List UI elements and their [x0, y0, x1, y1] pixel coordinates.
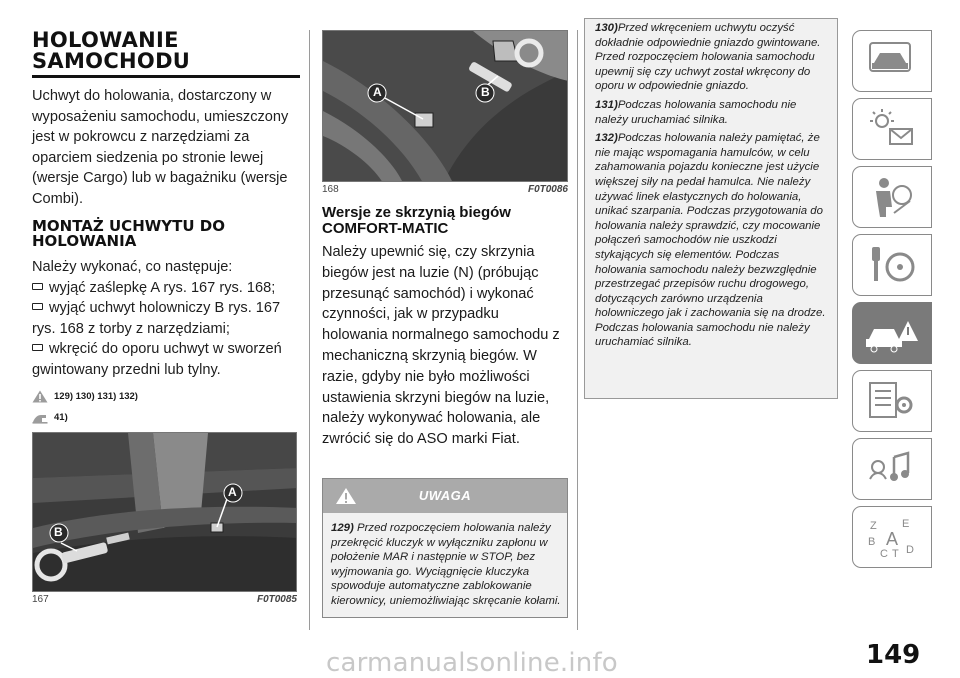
comfort-matic-heading-line1: Wersje ze skrzynią biegów — [322, 204, 511, 221]
list-item: wyjąć zaślepkę A rys. 167 rys. 168; — [32, 278, 300, 299]
warning-reference: 129) 130) 131) 132) — [32, 390, 300, 403]
index-letter: Z — [870, 520, 877, 532]
figure-label-b: B — [481, 85, 490, 99]
index-letter: E — [902, 518, 910, 530]
title-underline — [32, 75, 300, 78]
notes-list — [585, 19, 837, 350]
notes-box — [584, 18, 838, 399]
tab-emergency[interactable] — [852, 302, 932, 364]
note-text: Podczas holowania samochodu nie należy uruchamiać silnika. — [595, 98, 797, 126]
index-letter: D — [906, 544, 914, 556]
note-number: 132) — [595, 132, 618, 145]
index-letter: C — [880, 548, 888, 559]
figure-label-a: A — [373, 85, 382, 99]
note-number: 130) — [595, 22, 618, 34]
car-accident-icon — [864, 311, 920, 355]
tab-maintenance[interactable] — [852, 370, 932, 432]
list-item: wkręcić do oporu uchwyt w sworzeń gwintowany przedni lub tylny. — [32, 341, 282, 378]
instruction-list — [32, 278, 300, 381]
figure-167-caption — [32, 594, 297, 605]
warning-triangle-icon — [335, 487, 357, 508]
left-column — [32, 30, 300, 605]
warning-lights-icon — [864, 107, 920, 151]
figure-number: 168 — [322, 184, 339, 195]
index-letter: A — [886, 529, 899, 549]
warning-box-header — [323, 479, 567, 513]
comfort-matic-paragraph: Należy upewnić się, czy skrzynia biegów jest na luzie (N) (próbując przesunąć samochód) i wykonać czynności, jak w przypadku holowania normalnego samochodu z mechaniczną skrzynią biegów. W razie, gdyby nie było możliwości ustawienia skrzyni biegów na luzie, należy wykonywać holowania, ale zwrócić się do ASO marki Fiat. — [322, 244, 560, 448]
tab-warning-lights[interactable] — [852, 98, 932, 160]
warning-box — [322, 478, 568, 618]
section-title-line1: HOLOWANIE — [32, 28, 179, 52]
instruction-lead: Należy wykonać, co następuje: — [32, 259, 233, 275]
checkbox-bullet-icon — [32, 283, 43, 290]
tab-safety[interactable] — [852, 166, 932, 228]
warning-title: UWAGA — [418, 488, 472, 504]
note-129 — [323, 513, 567, 617]
column-divider-right — [577, 30, 578, 630]
figure-167 — [32, 432, 297, 592]
checkbox-bullet-icon — [32, 303, 43, 310]
airbag-safety-icon — [864, 175, 920, 219]
note-number: 129) — [331, 521, 354, 534]
index-letter: B — [868, 536, 876, 548]
comfort-matic-heading-line2: COMFORT-MATIC — [322, 220, 449, 237]
figure-label-b: B — [54, 525, 63, 539]
caution-reference: 41) — [32, 411, 300, 424]
figure-number: 167 — [32, 594, 49, 605]
note-text: Przed rozpoczęciem holowania należy przekręcić kluczyk w wyłączniku zapłonu w położenie MAR i następnie w STOP, bez wyjmowania go. Wyciągnięcie kluczyka spowoduje automatyczne zablokowanie kierownicy, uniemożliwiając skręcanie kołami. — [331, 521, 561, 607]
note-text: Podczas holowania należy pamiętać, że nie mając wspomagania hamulców, w celu zahamowania pojazdu konieczne jest użycie większej siły na pedał hamulca. Nie należy używać linek elastycznych do holowania, unikać szarpania. Podczas przygotowania do holowania należy sprawdzić, czy mocowanie połączeń samochodów nie uszkodzi stykających się elementów. Podczas holowania samochodu należy bezwzględnie przestrzegać przepisów ruchu drogowego, dotyczących zarówno urządzenia holowniczego jak i zachowania się na drodze. Podczas holowania samochodu nie należy uruchamiać silnika. — [595, 132, 826, 349]
checkbox-bullet-icon — [32, 344, 43, 351]
column-divider-left — [309, 30, 310, 630]
tab-dashboard[interactable] — [852, 30, 932, 92]
multimedia-icon — [864, 447, 920, 491]
subsection-title-line1: MONTAŻ UCHWYTU DO — [32, 217, 225, 235]
tab-index[interactable] — [852, 506, 932, 568]
tab-starting-driving[interactable] — [852, 234, 932, 296]
chapter-tabs — [852, 30, 932, 574]
note-131 — [595, 98, 831, 127]
key-steering-wheel-icon — [864, 243, 920, 287]
tab-multimedia[interactable] — [852, 438, 932, 500]
note-number: 131) — [595, 98, 618, 111]
warning-triangle-icon — [32, 390, 48, 403]
maintenance-checklist-icon — [864, 379, 920, 423]
figure-code: F0T0085 — [256, 594, 297, 605]
figure-168-caption — [322, 184, 568, 195]
note-text: Przed wkręceniem uchwytu oczyść dokładnie odpowiednie gniazdo gwintowane. Przed rozpoczęciem holowania samochodu upewnij się czy uchwyt został wkręcony do oporu w odpowiednie gniazdo. — [595, 22, 821, 93]
watermark: carmanualsonline.info — [326, 648, 618, 678]
intro-paragraph: Uchwyt do holowania, dostarczony w wyposażeniu samochodu, umieszczony jest w pokrowcu z narzędziami za oparciem siedzenia po stronie lewej (wersje Cargo) lub w bagażniku (wersje Combi). — [32, 88, 289, 207]
note-132 — [595, 131, 831, 350]
page-number: 149 — [866, 640, 921, 670]
figure-167-illustration — [33, 433, 297, 592]
figure-label-a: A — [228, 485, 237, 499]
figure-code: F0T0086 — [527, 184, 568, 195]
figure-168 — [322, 30, 568, 182]
car-dashboard-icon — [864, 39, 920, 83]
list-item: wyjąć uchwyt holowniczy B rys. 167 rys. 168 z torby z narzędziami; — [32, 300, 281, 337]
index-letter: T — [892, 548, 899, 559]
middle-column — [322, 30, 568, 618]
note-130 — [595, 21, 831, 94]
figure-168-illustration — [323, 31, 568, 182]
section-title-line2: SAMOCHODU — [32, 49, 191, 73]
caution-hand-icon — [32, 411, 48, 424]
alphabetical-index-icon — [864, 515, 920, 559]
subsection-title-line2: HOLOWANIA — [32, 232, 137, 250]
